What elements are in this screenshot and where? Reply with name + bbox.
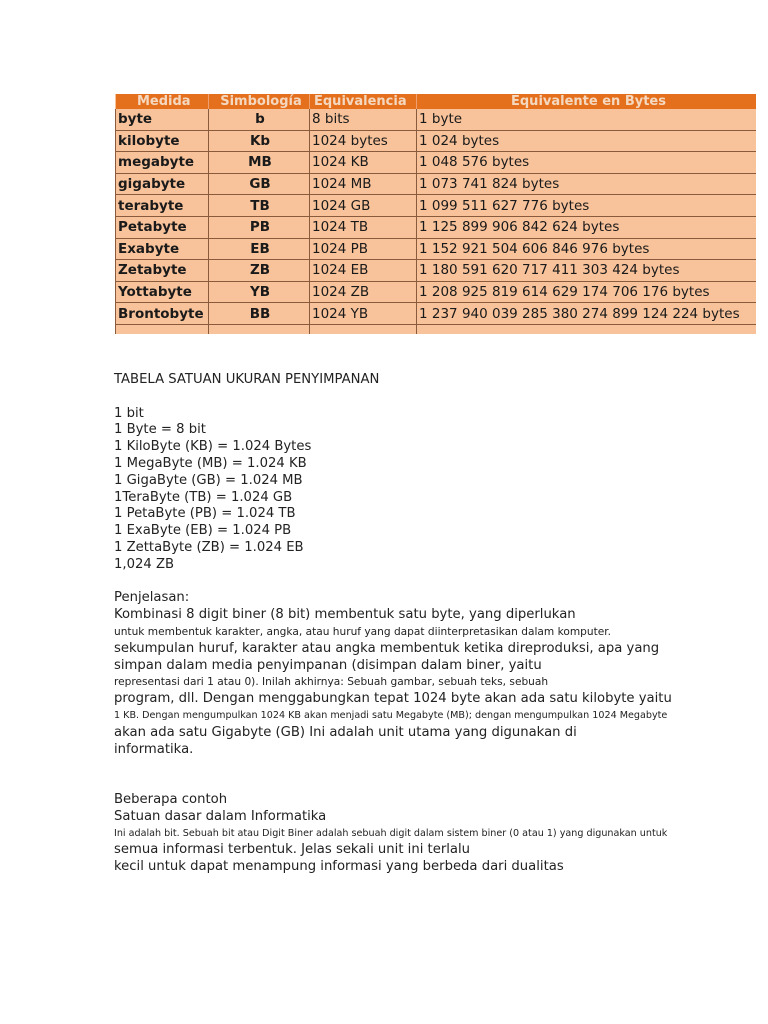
storage-units-table-image	[115, 94, 756, 334]
paragraph-line: kecil untuk dapat menampung informasi yang berbeda dari dualitas	[114, 859, 564, 875]
cell-equivalencia: 1024 bytes	[310, 130, 417, 152]
table-row	[116, 281, 757, 303]
table-row	[116, 303, 757, 325]
cell-bytes: 1 byte	[417, 109, 757, 130]
paragraph-line: 1 KB. Dengan mengumpulkan 1024 KB akan menjadi satu Megabyte (MB); dengan mengumpulkan 1024 Megabyte	[114, 709, 668, 721]
cell-bytes: 1 048 576 bytes	[417, 152, 757, 174]
header-equivalencia: Equivalencia	[310, 94, 417, 109]
table-row	[116, 130, 757, 152]
cell-medida: Petabyte	[116, 216, 209, 238]
paragraph-line: untuk membentuk karakter, angka, atau huruf yang dapat diinterpretasikan dalam komputer.	[114, 625, 612, 638]
cell-equivalencia: 1024 YB	[310, 303, 417, 325]
paragraph-line: Ini adalah bit. Sebuah bit atau Digit Biner adalah sebuah digit dalam sistem biner (0 atau 1) yang digunakan untuk	[114, 827, 668, 839]
cell-bytes: 1 099 511 627 776 bytes	[417, 195, 757, 217]
cell-cut-off	[417, 324, 757, 334]
cell-simbolo: TB	[209, 195, 310, 217]
table-row	[116, 173, 757, 195]
cell-medida: kilobyte	[116, 130, 209, 152]
storage-units-table	[115, 94, 756, 334]
cell-bytes: 1 237 940 039 285 380 274 899 124 224 bytes	[417, 303, 757, 325]
paragraph-line: Kombinasi 8 digit biner (8 bit) membentuk satu byte, yang diperlukan	[114, 607, 576, 623]
examples-heading: Beberapa contoh	[114, 791, 228, 807]
table-header-row	[116, 94, 757, 109]
cell-medida: byte	[116, 109, 209, 130]
document-title: TABELA SATUAN UKURAN PENYIMPANAN	[114, 372, 380, 387]
cell-equivalencia: 1024 TB	[310, 216, 417, 238]
paragraph-line: informatika.	[114, 741, 194, 757]
table-row-cut-off	[116, 324, 757, 334]
cell-equivalencia: 1024 ZB	[310, 281, 417, 303]
cell-equivalencia: 1024 GB	[310, 195, 417, 217]
cell-simbolo: b	[209, 109, 310, 130]
table-row	[116, 238, 757, 260]
unit-line: 1 PetaByte (PB) = 1.024 TB	[114, 506, 296, 522]
cell-simbolo: ZB	[209, 260, 310, 282]
cell-bytes: 1 180 591 620 717 411 303 424 bytes	[417, 260, 757, 282]
table-row	[116, 109, 757, 130]
cell-medida: Zetabyte	[116, 260, 209, 282]
cell-bytes: 1 024 bytes	[417, 130, 757, 152]
cell-bytes: 1 125 899 906 842 624 bytes	[417, 216, 757, 238]
cell-simbolo: BB	[209, 303, 310, 325]
unit-line: 1 ZettaByte (ZB) = 1.024 EB	[114, 539, 304, 555]
cell-medida: gigabyte	[116, 173, 209, 195]
cell-simbolo: PB	[209, 216, 310, 238]
table-row	[116, 195, 757, 217]
cell-simbolo: MB	[209, 152, 310, 174]
cell-medida: terabyte	[116, 195, 209, 217]
unit-line: 1 ExaByte (EB) = 1.024 PB	[114, 523, 292, 539]
cell-simbolo: EB	[209, 238, 310, 260]
table-row	[116, 152, 757, 174]
paragraph-line: simpan dalam media penyimpanan (disimpan dalam biner, yaitu	[114, 657, 542, 673]
header-simbologia: Simbología	[209, 94, 310, 109]
header-equivalente-bytes: Equivalente en Bytes	[417, 94, 757, 109]
cell-bytes: 1 152 921 504 606 846 976 bytes	[417, 238, 757, 260]
header-medida: Medida	[116, 94, 209, 109]
cell-simbolo: YB	[209, 281, 310, 303]
paragraph-line: akan ada satu Gigabyte (GB) Ini adalah unit utama yang digunakan di	[114, 724, 577, 740]
cell-medida: megabyte	[116, 152, 209, 174]
paragraph-line: program, dll. Dengan menggabungkan tepat 1024 byte akan ada satu kilobyte yaitu	[114, 691, 672, 707]
table-row	[116, 216, 757, 238]
cell-medida: Exabyte	[116, 238, 209, 260]
examples-subtitle: Satuan dasar dalam Informatika	[114, 808, 327, 824]
cell-equivalencia: 1024 EB	[310, 260, 417, 282]
cell-simbolo: Kb	[209, 130, 310, 152]
cell-bytes: 1 073 741 824 bytes	[417, 173, 757, 195]
cell-medida: Brontobyte	[116, 303, 209, 325]
cell-cut-off	[310, 324, 417, 334]
unit-line: 1 MegaByte (MB) = 1.024 KB	[114, 455, 307, 471]
paragraph-line: semua informasi terbentuk. Jelas sekali unit ini terlalu	[114, 842, 471, 858]
paragraph-line: representasi dari 1 atau 0). Inilah akhirnya: Sebuah gambar, sebuah teks, sebuah	[114, 676, 549, 689]
cell-equivalencia: 8 bits	[310, 109, 417, 130]
cell-equivalencia: 1024 KB	[310, 152, 417, 174]
document-body	[114, 372, 754, 876]
unit-line: 1 bit	[114, 405, 144, 421]
unit-line: 1,024 ZB	[114, 556, 175, 572]
unit-line: 1 Byte = 8 bit	[114, 422, 206, 438]
cell-bytes: 1 208 925 819 614 629 174 706 176 bytes	[417, 281, 757, 303]
cell-equivalencia: 1024 PB	[310, 238, 417, 260]
unit-line: 1TeraByte (TB) = 1.024 GB	[114, 489, 293, 505]
table-row	[116, 260, 757, 282]
cell-medida: Yottabyte	[116, 281, 209, 303]
unit-line: 1 KiloByte (KB) = 1.024 Bytes	[114, 439, 312, 455]
paragraph-line: sekumpulan huruf, karakter atau angka membentuk ketika direproduksi, apa yang	[114, 640, 660, 656]
cell-cut-off	[209, 324, 310, 334]
unit-line: 1 GigaByte (GB) = 1.024 MB	[114, 472, 303, 488]
cell-cut-off	[116, 324, 209, 334]
penjelasan-heading: Penjelasan:	[114, 590, 190, 606]
cell-equivalencia: 1024 MB	[310, 173, 417, 195]
cell-simbolo: GB	[209, 173, 310, 195]
